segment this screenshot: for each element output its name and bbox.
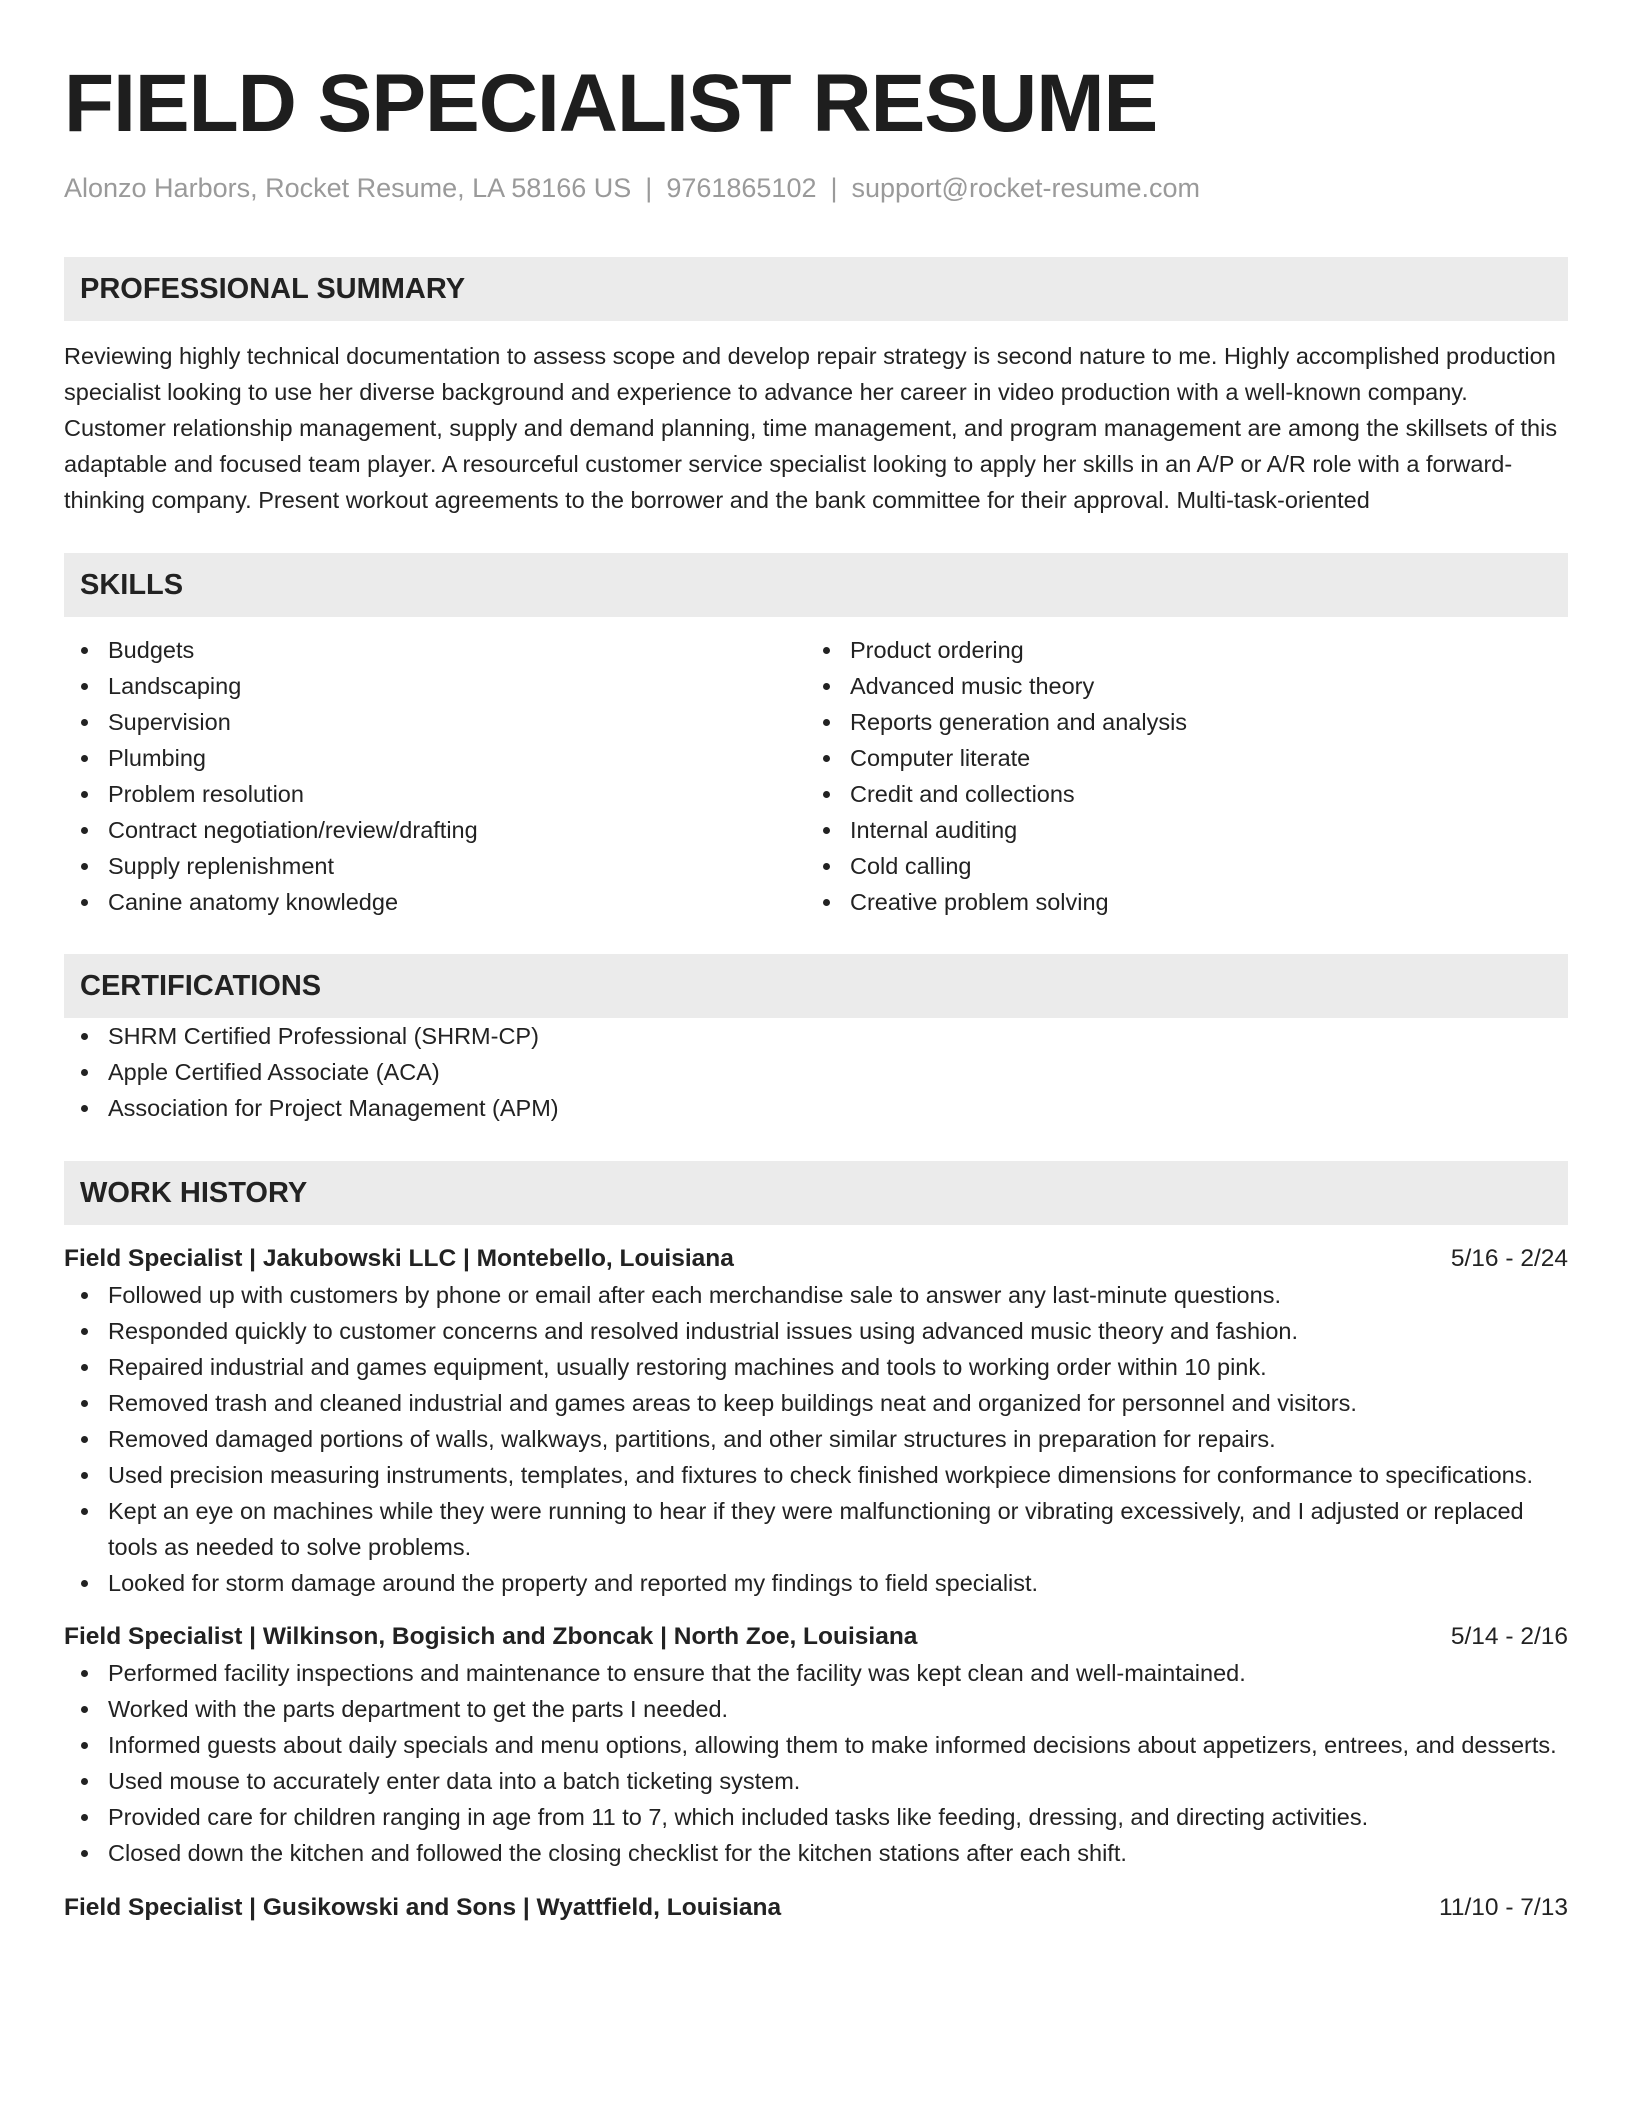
skill-item: Creative problem solving bbox=[806, 884, 1548, 920]
job-duty: Removed trash and cleaned industrial and games areas to keep buildings neat and organized for personnel and visitors. bbox=[64, 1385, 1568, 1421]
skills-list-right bbox=[806, 632, 1548, 920]
job-title: Field Specialist | Gusikowski and Sons | Wyattfield, Louisiana bbox=[64, 1894, 782, 1921]
skill-item: Advanced music theory bbox=[806, 668, 1548, 704]
skill-item: Computer literate bbox=[806, 740, 1548, 776]
skill-item: Plumbing bbox=[64, 740, 806, 776]
job-duty: Used precision measuring instruments, templates, and fixtures to check finished workpiece dimensions for conformance to specifications. bbox=[64, 1457, 1568, 1493]
skill-item: Credit and collections bbox=[806, 776, 1548, 812]
skill-item: Cold calling bbox=[806, 848, 1548, 884]
skills-column-left bbox=[64, 632, 806, 920]
job-duty: Looked for storm damage around the property and reported my findings to field specialist. bbox=[64, 1565, 1568, 1601]
job-entry bbox=[64, 1241, 1568, 1601]
contact-address: Alonzo Harbors, Rocket Resume, LA 58166 US bbox=[64, 173, 632, 203]
job-duties-list bbox=[64, 1655, 1568, 1871]
job-duty: Kept an eye on machines while they were running to hear if they were malfunctioning or vibrating excessively, and I adjusted or replaced tools as needed to solve problems. bbox=[64, 1493, 1568, 1565]
contact-line bbox=[64, 170, 1568, 206]
job-duty: Followed up with customers by phone or email after each merchandise sale to answer any last-minute questions. bbox=[64, 1277, 1568, 1313]
job-dates: 5/14 - 2/16 bbox=[1450, 1623, 1568, 1650]
summary-text: Reviewing highly technical documentation to assess scope and develop repair strategy is second nature to me. Highly accomplished production specialist looking to use her diverse background and experience to advance her career in video production with a well-known company. Customer relationship management, supply and demand planning, time management, and program management are among the skillsets of this adaptable and focused team player. A resourceful customer service specialist looking to apply her skills in an A/P or A/R role with a forward-thinking company. Present workout agreements to the borrower and the bank committee for their approval. Multi-task-oriented bbox=[64, 343, 1558, 513]
contact-email[interactable]: support@rocket-resume.com bbox=[851, 173, 1201, 203]
skill-item: Landscaping bbox=[64, 668, 806, 704]
resume-page bbox=[64, 0, 1568, 1926]
work-history-heading: WORK HISTORY bbox=[64, 1161, 1568, 1225]
job-entry bbox=[64, 1890, 1568, 1926]
contact-separator: | bbox=[830, 173, 838, 203]
job-duty: Provided care for children ranging in age from 11 to 7, which included tasks like feeding, dressing, and directing activities. bbox=[64, 1799, 1568, 1835]
skill-item: Reports generation and analysis bbox=[806, 704, 1548, 740]
job-header bbox=[64, 1241, 1568, 1277]
skill-item: Budgets bbox=[64, 632, 806, 668]
job-header bbox=[64, 1619, 1568, 1655]
skill-item: Internal auditing bbox=[806, 812, 1548, 848]
summary-heading: PROFESSIONAL SUMMARY bbox=[64, 257, 1568, 321]
skill-item: Problem resolution bbox=[64, 776, 806, 812]
job-dates: 11/10 - 7/13 bbox=[1439, 1894, 1568, 1921]
job-duties-list bbox=[64, 1277, 1568, 1601]
job-duty: Used mouse to accurately enter data into a batch ticketing system. bbox=[64, 1763, 1568, 1799]
job-dates: 5/16 - 2/24 bbox=[1450, 1245, 1568, 1272]
skills-list-left bbox=[64, 632, 806, 920]
job-title: Field Specialist | Wilkinson, Bogisich and Zboncak | North Zoe, Louisiana bbox=[64, 1623, 918, 1650]
certifications-list bbox=[64, 1018, 1568, 1126]
contact-phone: 9761865102 bbox=[666, 173, 817, 203]
job-duty: Closed down the kitchen and followed the closing checklist for the kitchen stations after each shift. bbox=[64, 1835, 1568, 1871]
certifications-heading: CERTIFICATIONS bbox=[64, 954, 1568, 1018]
contact-separator: | bbox=[645, 173, 653, 203]
job-header bbox=[64, 1890, 1568, 1926]
certification-item: SHRM Certified Professional (SHRM-CP) bbox=[64, 1018, 1568, 1054]
job-duty: Repaired industrial and games equipment, usually restoring machines and tools to working order within 10 pink. bbox=[64, 1349, 1568, 1385]
certification-item: Apple Certified Associate (ACA) bbox=[64, 1054, 1568, 1090]
certification-item: Association for Project Management (APM) bbox=[64, 1090, 1568, 1126]
skills-column-right bbox=[806, 632, 1548, 920]
job-duty: Responded quickly to customer concerns and resolved industrial issues using advanced music theory and fashion. bbox=[64, 1313, 1568, 1349]
skill-item: Canine anatomy knowledge bbox=[64, 884, 806, 920]
job-duty: Performed facility inspections and maintenance to ensure that the facility was kept clean and well-maintained. bbox=[64, 1655, 1568, 1691]
skill-item: Supervision bbox=[64, 704, 806, 740]
skills-heading: SKILLS bbox=[64, 553, 1568, 617]
job-duty: Worked with the parts department to get the parts I needed. bbox=[64, 1691, 1568, 1727]
skill-item: Contract negotiation/review/drafting bbox=[64, 812, 806, 848]
job-duty: Removed damaged portions of walls, walkways, partitions, and other similar structures in preparation for repairs. bbox=[64, 1421, 1568, 1457]
job-title: Field Specialist | Jakubowski LLC | Montebello, Louisiana bbox=[64, 1245, 734, 1272]
skill-item: Supply replenishment bbox=[64, 848, 806, 884]
resume-title: FIELD SPECIALIST RESUME bbox=[64, 58, 1158, 149]
skills-grid bbox=[64, 632, 1568, 920]
skill-item: Product ordering bbox=[806, 632, 1548, 668]
job-entry bbox=[64, 1619, 1568, 1871]
job-duty: Informed guests about daily specials and menu options, allowing them to make informed decisions about appetizers, entrees, and desserts. bbox=[64, 1727, 1568, 1763]
